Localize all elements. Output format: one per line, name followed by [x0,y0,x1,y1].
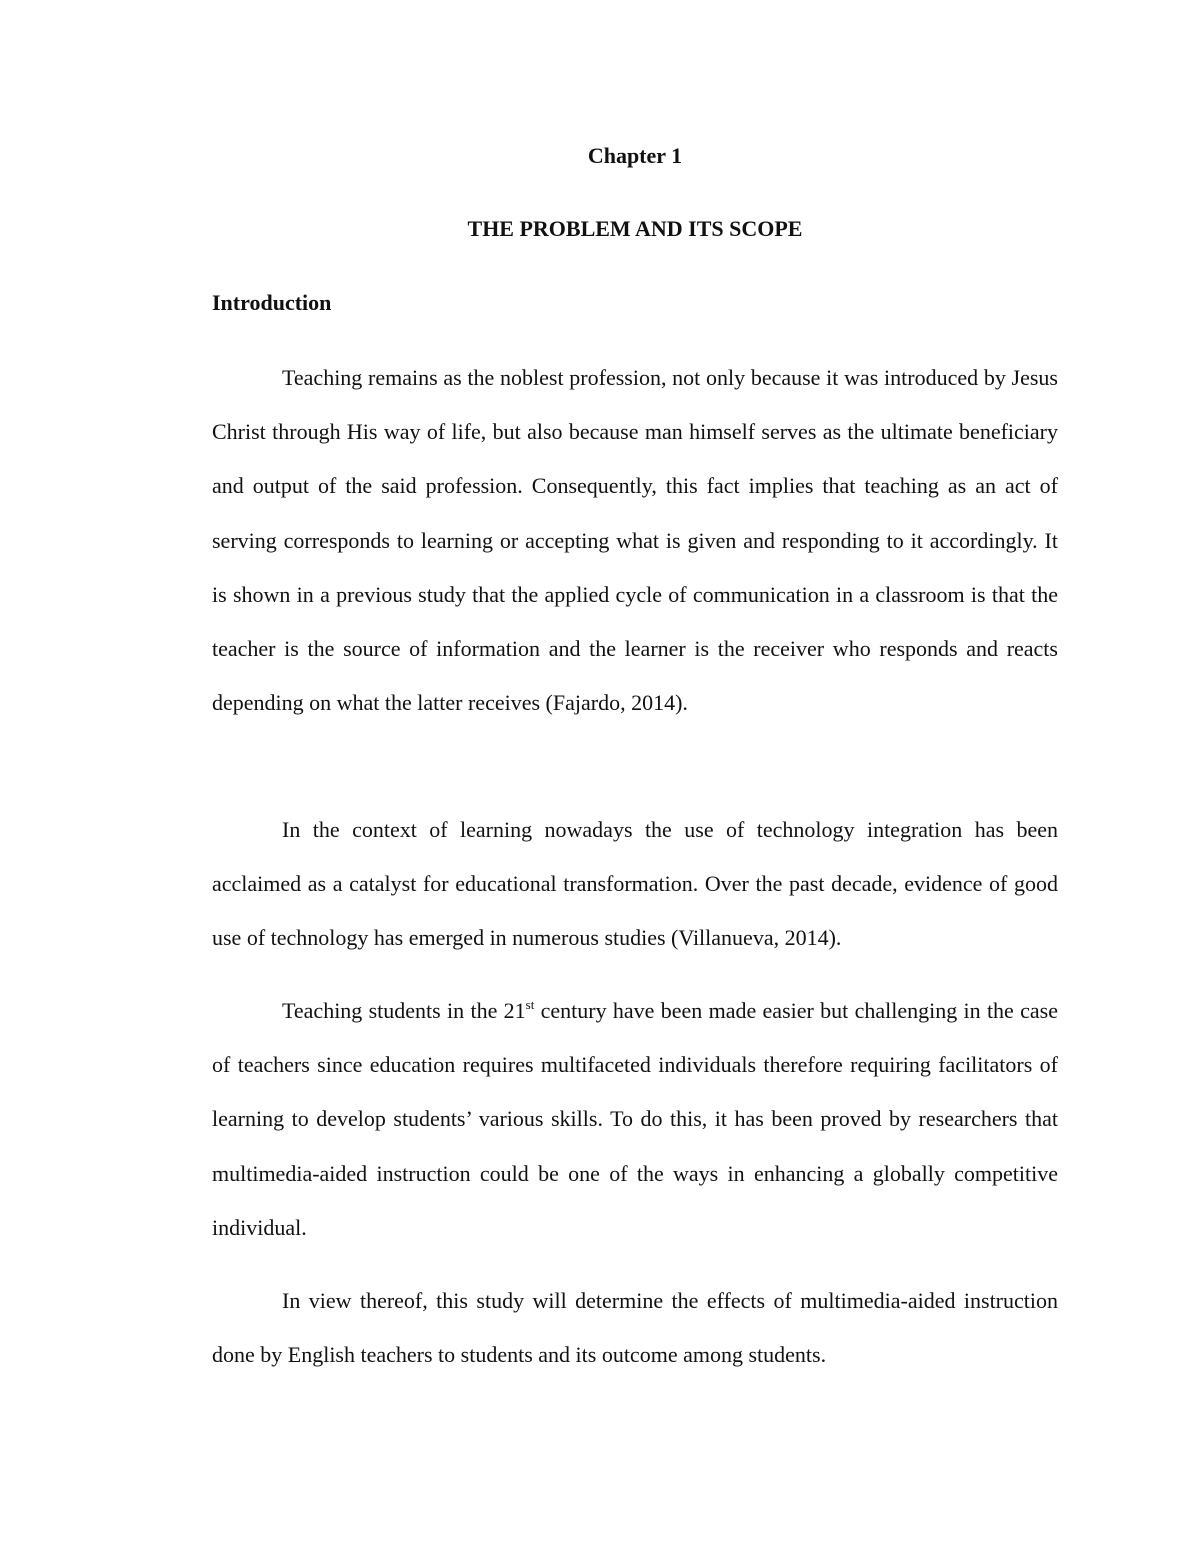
paragraph: Teaching remains as the noblest profession, not only because it was introduced by Jesus Christ through His way of life, but also because man himself serves as the ultimate beneficiary and output of the said profession. Consequently, this fact implies that teaching as an act of serving corresponds to learning or accepting what is given and responding to it accordingly. It is shown in a previous study that the applied cycle of communication in a classroom is that the teacher is the source of information and the learner is the receiver who responds and reacts depending on what the latter receives (Fajardo, 2014). [212,365,1058,716]
paragraph: In view thereof, this study will determine the effects of multimedia-aided instruction done by English teachers to students and its outcome among students. [212,1288,1058,1368]
section-heading: Introduction [212,290,332,315]
chapter-label: Chapter 1 [587,143,683,168]
paragraph-text-part: century have been made easier but challenging in the case of teachers since education requires multifaceted individuals therefore requiring facilitators of learning to develop students’ various skills. To do this, it has been proved by researchers that multimedia-aided instruction could be one of the ways in enhancing a globally competitive individual. [212,998,1058,1240]
paragraph: In the context of learning nowadays the use of technology integration has been acclaimed as a catalyst for educational transformation. Over the past decade, evidence of good use of technology has emerged in numerous studies (Villanueva, 2014). [212,817,1058,951]
paragraph-text-part: Teaching students in the 21 [282,998,526,1023]
ordinal-superscript: st [525,997,535,1012]
paragraph [212,984,1058,1255]
chapter-title: THE PROBLEM AND ITS SCOPE [467,216,803,241]
